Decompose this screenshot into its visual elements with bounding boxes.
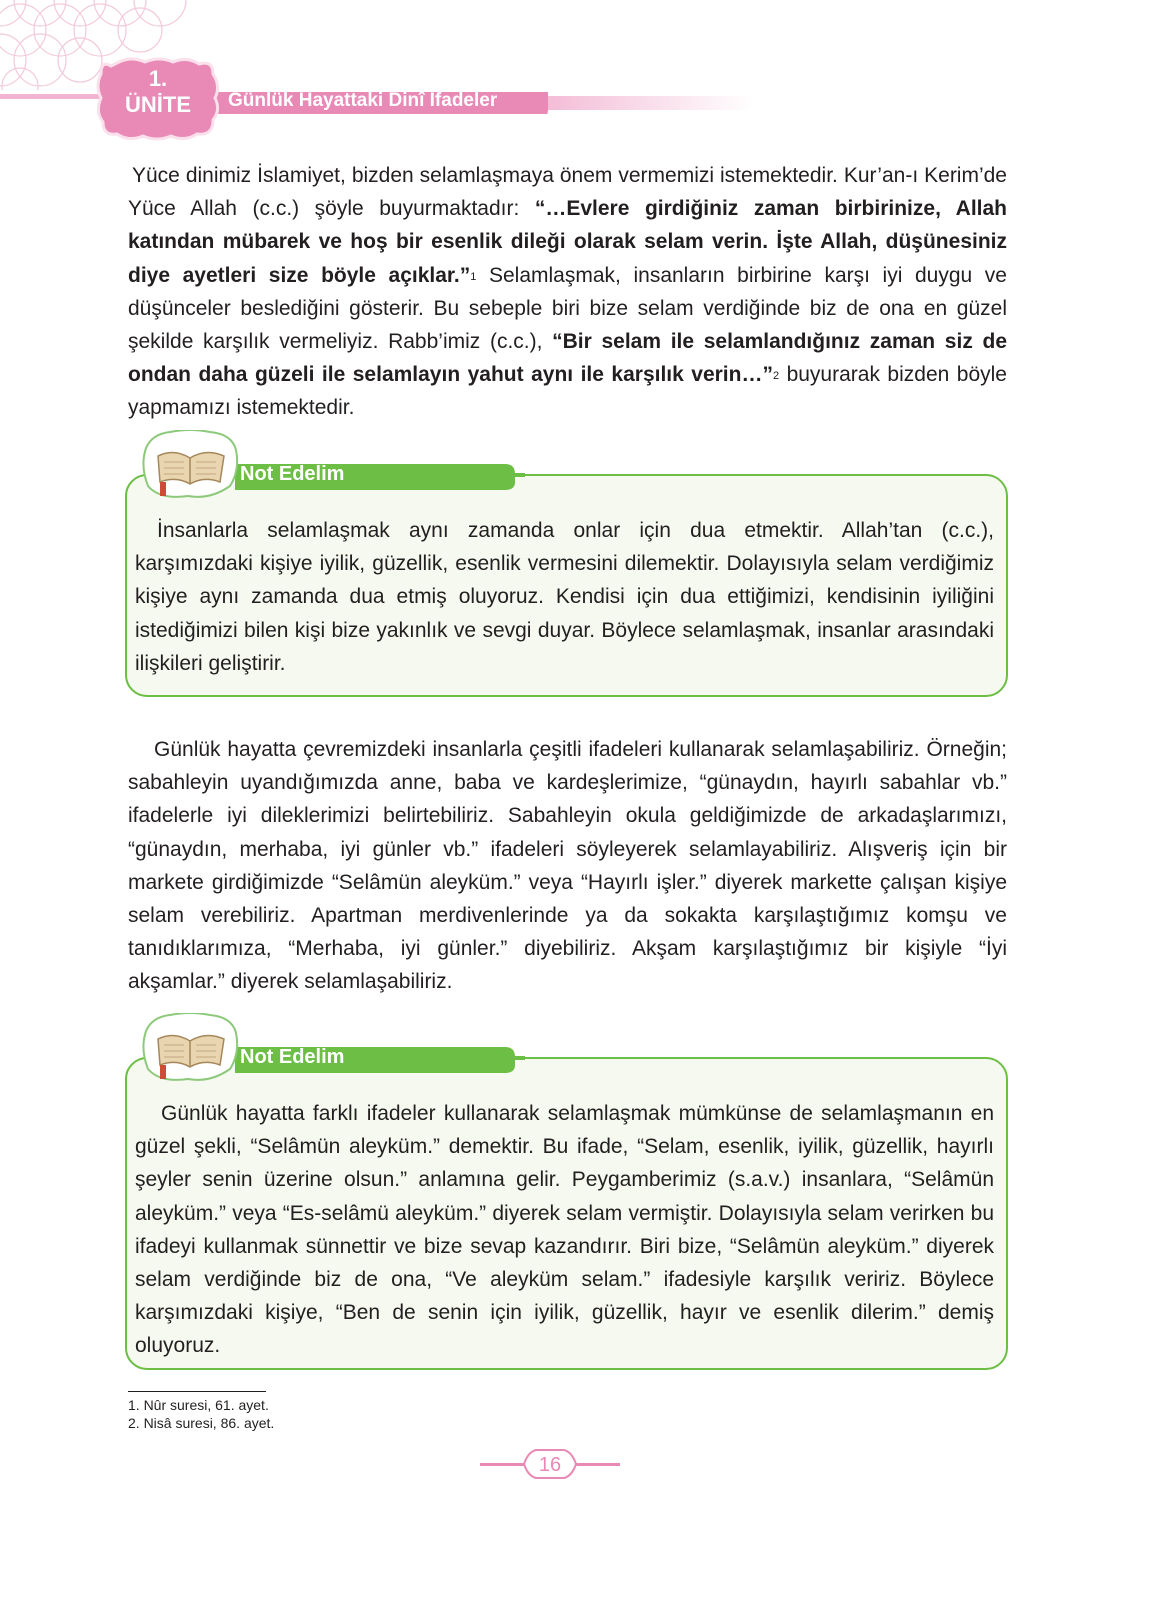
footnote-1: 1. Nûr suresi, 61. ayet. xyxy=(128,1397,269,1413)
intro-text-b: Selamlaşmak, insanların birbirine karşı iyi duygu ve düşünceler beslediğini gösterir. Bu sebeple biri bize selam verdiğinde biz de ona en güzel şekilde karşılık vermeliyiz. Rabb’imiz (c.c.), xyxy=(128,263,1007,354)
note-text-1: İnsanlarla selamlaşmak aynı zamanda onlar için dua etmektir. Allah’tan (c.c.), karşımızdaki kişiye iyilik, güzellik, esenlik vermesini dilemektir. Dolayısıyla selam verdiğimiz kişiye aynı zamanda dua etmiş oluyoruz. Kendisi için dua ettiğimizi, kendisinin iyiliğini istediğimizi bilen kişi bize yakınlık ve sevgi duyar. Böylece selamlaşmak, insanlar arasındaki ilişkileri geliştirir. xyxy=(135,519,994,675)
intro-quote-2: “Bir selam ile selamlandığınız zaman siz de ondan daha güzeli ile selamlayın yahut aynı ile karşılık verin…” xyxy=(128,330,1008,387)
footnote-2: 2. Nisâ suresi, 86. ayet. xyxy=(128,1415,275,1431)
intro-paragraph xyxy=(128,159,1007,425)
note-text-2: Günlük hayatta farklı ifadeler kullanarak selamlaşmak mümkünse de selamlaşmanın en güzel şekli, “Selâmün aleyküm.” demektir. Bu ifade, “Selam, esenlik, iyilik, güzellik, hayırlı şeyler senin üzerine olsun.” anlamına gelir. Peygamberimiz (s.a.v.) insanlara, “Selâmün aleyküm.” veya “Es-selâmü aleyküm.” diyerek selam vermiştir. Dolayısıyla selam verirken bu ifadeyi kullanmak sünnettir ve bize sevap kazandırır. Biri bize, “Selâmün aleyküm.” diyerek selam verdiğinde biz de ona, “Ve aleyküm selam.” ifadesiyle karşılık veririz. Böylece karşımızdaki kişiye, “Ben de senin için iyilik, güzellik, hayır ve esenlik dilerim.” demiş oluyoruz. xyxy=(135,1102,994,1358)
note-label-1: Not Edelim xyxy=(240,463,345,485)
footnote-divider xyxy=(128,1391,266,1392)
unit-label xyxy=(95,66,221,118)
intro-quote-1: “…Evlere girdiğiniz zaman birbirinize, Allah katından mübarek ve hoş bir esenlik dileği olarak selam verin. İşte Allah, düşünesiniz diye ayetleri size böyle açıklar.” xyxy=(128,197,1008,287)
note-label-2: Not Edelim xyxy=(240,1046,345,1068)
unit-number: 1. xyxy=(148,66,168,91)
book-icon xyxy=(140,1013,240,1083)
footnote-ref-2: 2 xyxy=(772,370,780,383)
footnote-ref-1: 1 xyxy=(470,270,477,283)
unit-title: Günlük Hayattaki Dinî İfadeler xyxy=(228,90,498,111)
intro-text-c: buyurarak bizden böyle yapmamızı istemektedir. xyxy=(128,363,1007,420)
body-paragraph-2: Günlük hayatta çevremizdeki insanlarla çeşitli ifadeleri kullanarak selamlaşabiliriz. Örneğin; sabahleyin uyandığımızda anne, baba ve kardeşlerimize, “günaydın, hayırlı sabahlar vb.” ifadelerle iyi dileklerimizi belirtebiliriz. Sabahleyin okula geldiğimizde de arkadaşlarımızı, “günaydın, merhaba, iyi günler vb.” ifadeleri söyleyerek selamlayabiliriz. Alışveriş için bir markete girdiğimizde “Selâmün aleyküm.” veya “Hayırlı işler.” diyerek markette çalışan kişiye selam verebiliriz. Apartman merdivenlerinde ya da sokakta karşılaştığımız komşu ve tanıdıklarımıza, “Merhaba, iyi günler.” diyebiliriz. Akşam karşılaştığımız bir kişiyle “İyi akşamlar.” diyerek selamlaşabiliriz. xyxy=(128,738,1007,994)
unit-word: ÜNİTE xyxy=(125,92,191,117)
intro-text-a: Yüce dinimiz İslamiyet, bizden selamlaşmaya önem vermemizi istemektedir. Kur’an-ı Kerim’de Yüce Allah (c.c.) şöyle buyurmaktadır: xyxy=(128,164,1007,221)
book-icon xyxy=(140,430,240,500)
page-number: 16 xyxy=(538,1454,562,1476)
